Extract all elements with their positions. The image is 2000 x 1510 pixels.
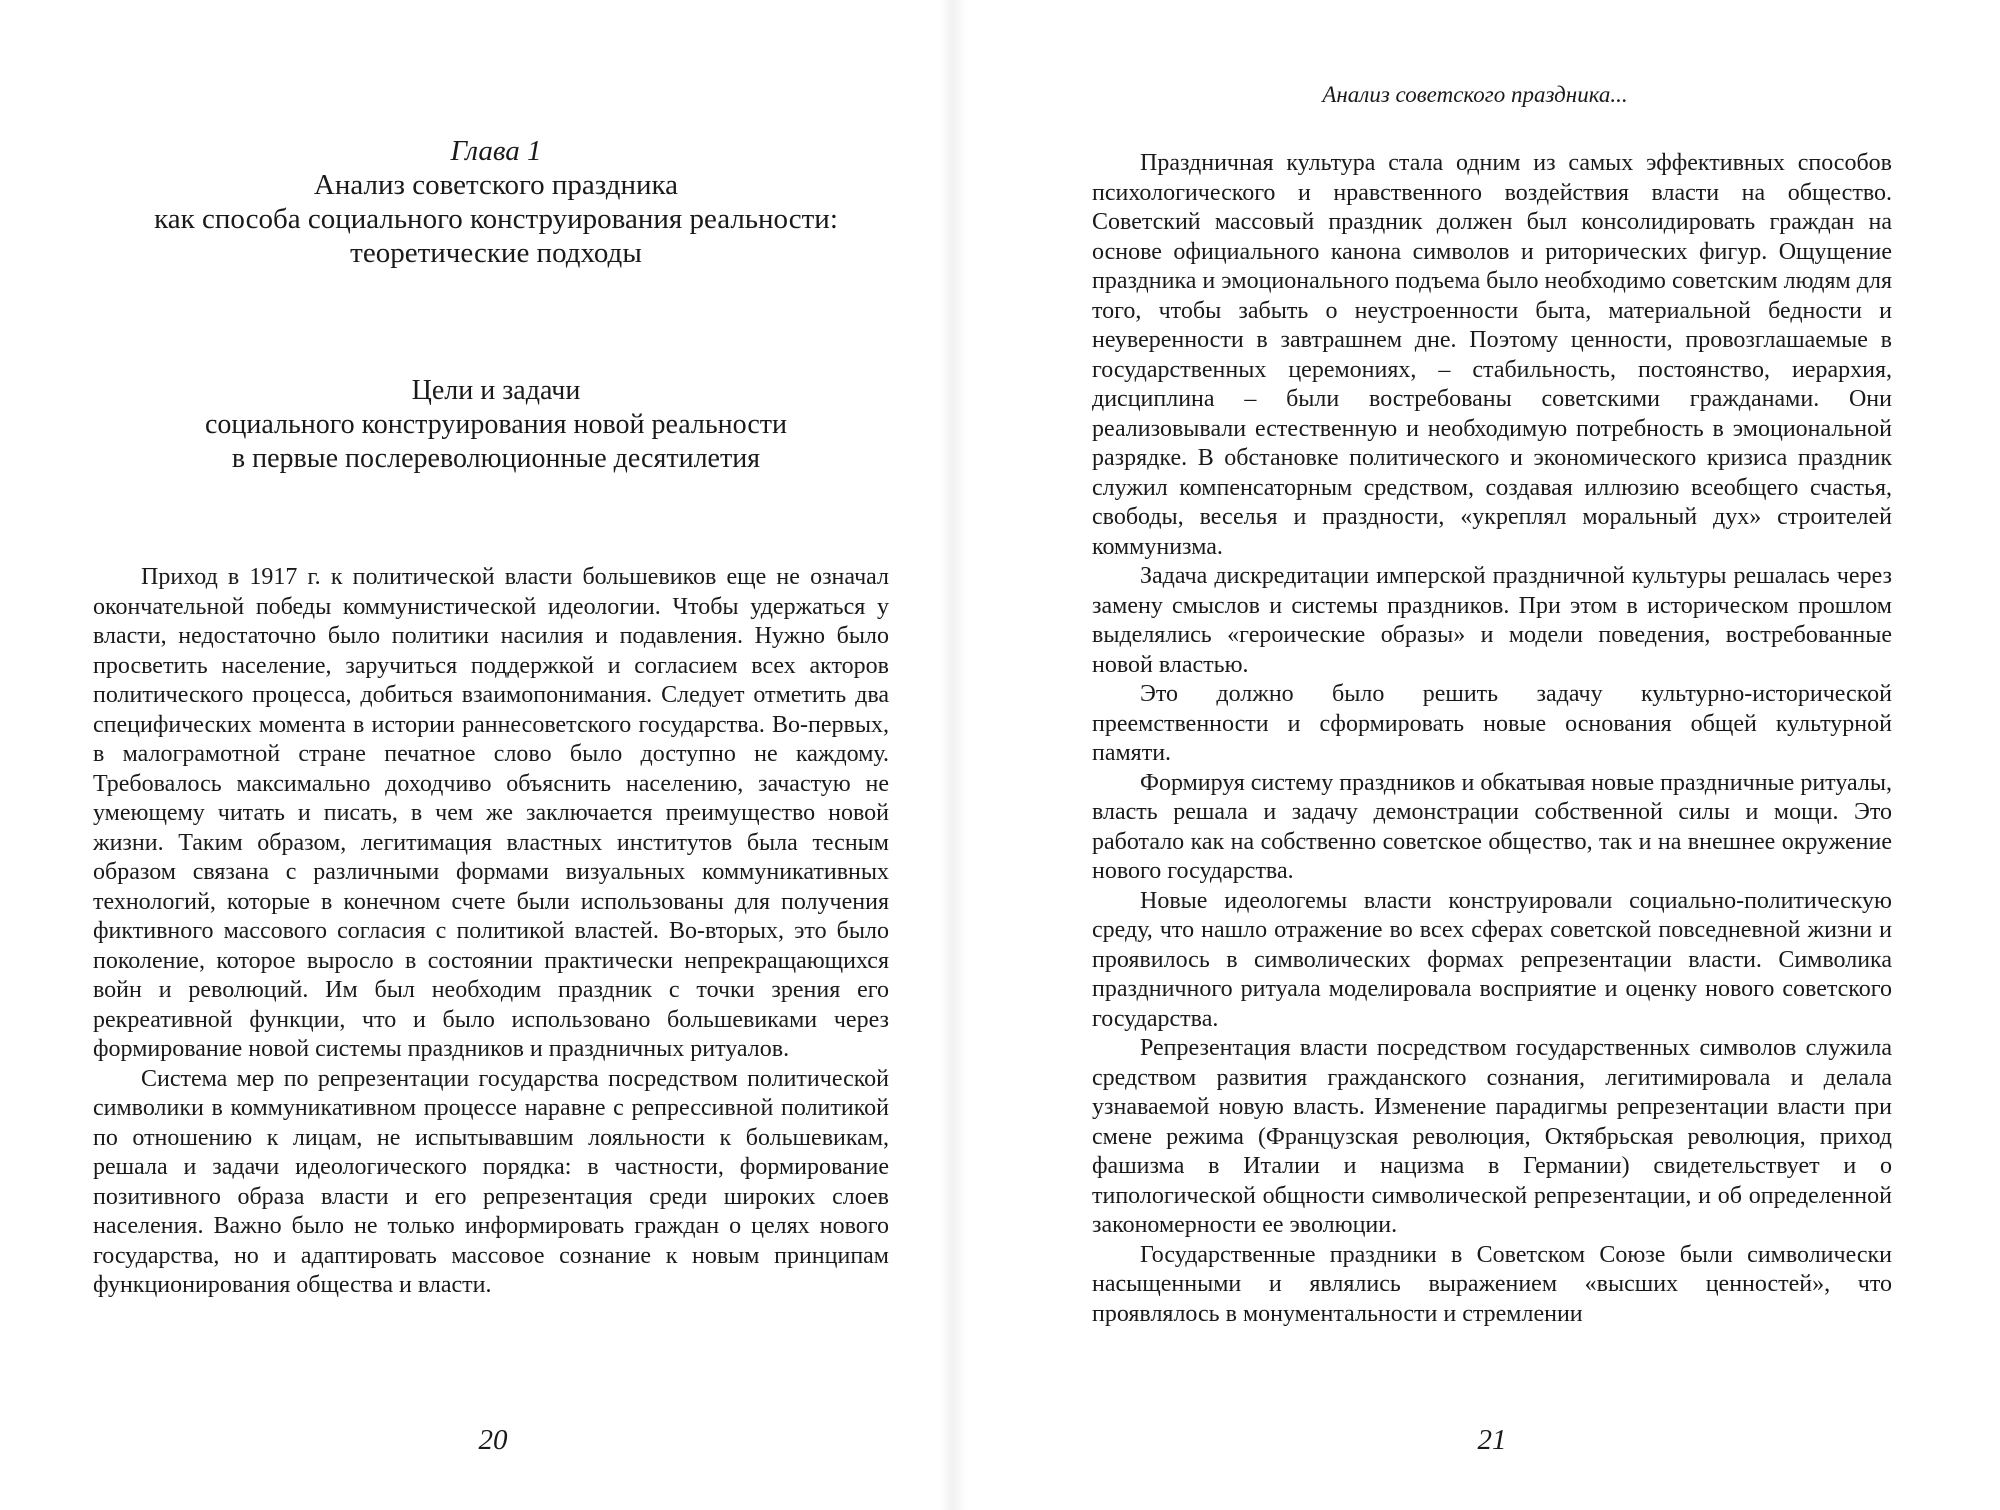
right-body-text [1092, 149, 1892, 1329]
paragraph: Система мер по репрезентации государства посредством политической символики в коммуникативном процессе наравне с репрессивной политикой по отношению к лицам, не испытывавшим лояльности к большевикам, решала и задачи идеологического порядка: в частности, формирование позитивного образа власти и его репрезентация среди широких слоев населения. Важно было не только информировать граждан о целях нового государства, но и адаптировать массовое сознание к новым принципам функционирования общества и власти. [93, 1065, 889, 1298]
running-head: Анализ советского праздника... [1322, 82, 1628, 107]
section-heading [96, 374, 896, 476]
chapter-heading [96, 134, 896, 270]
paragraph: Репрезентация власти посредством государственных символов служила средством развития гражданского сознания, легитимировала и делала узнаваемой новую власть. Изменение парадигмы репрезентации власти при смене режима (Французская революция, Октябрьская революция, приход фашизма в Италии и нацизма в Германии) свидетельствует и о типологической общности символической репрезентации, и об определенной закономерности ее эволюции. [1092, 1035, 1892, 1238]
chapter-title-line: Анализ советского праздника [313, 169, 679, 201]
paragraph: Приход в 1917 г. к политической власти большевиков еще не означал окончательной победы коммунистической идеологии. Чтобы удержаться у власти, недостаточно было политики насилия и подавления. Нужно было просветить население, заручиться поддержкой и согласием всех акторов политического процесса, добиться взаимопонимания. Следует отметить два специфических момента в истории раннесоветского государства. Во-первых, в малограмотной стране печатное слово было доступно не каждому. Требовалось максимально доходчиво объяснить населению, зачастую не умеющему читать и писать, в чем же заключается преимущество новой жизни. Таким образом, легитимация властных институтов была тесным образом связана с различными формами визуальных коммуникативных технологий, которые в конечном счете были использованы для получения фиктивного массового согласия с политикой властей. Во-вторых, это было поколение, которое выросло в состоянии практически непрекращающихся войн и революций. Им был необходим праздник с точки зрения его рекреативной функции, что и было использовано большевиками через формирование новой системы праздников и праздничных ритуалов. [93, 564, 889, 1062]
left-page [0, 0, 955, 1510]
paragraph: Государственные праздники в Советском Союзе были символически насыщенными и являлись выражением «высших ценностей», что проявлялось в монументальности и стремлении [1092, 1241, 1892, 1327]
chapter-title-line: теоретические подходы [350, 237, 642, 269]
page-number: 21 [1477, 1424, 1507, 1456]
chapter-title-line: как способа социального конструирования реальности: [154, 203, 838, 235]
paragraph: Это должно было решить задачу культурно-исторической преемственности и сформировать новые основания общей культурной памяти. [1092, 681, 1892, 766]
paragraph: Новые идеологемы власти конструировали социально-политическую среду, что нашло отражение во всех сферах советской повседневной жизни и проявилось в символических формах репрезентации власти. Символика праздничного ритуала моделировала восприятие и оценку нового советского государства. [1092, 887, 1892, 1032]
paragraph: Формируя систему праздников и обкатывая новые праздничные ритуалы, власть решала и задачу демонстрации собственной силы и мощи. Это работало как на собственно советское общество, так и на внешнее окружение нового государства. [1092, 769, 1892, 884]
chapter-label: Глава 1 [450, 135, 542, 167]
section-title-line: в первые послереволюционные десятилетия [231, 443, 761, 474]
section-title-line: Цели и задачи [411, 375, 581, 406]
left-body-text [93, 563, 889, 1301]
page-number: 20 [478, 1424, 508, 1456]
paragraph: Праздничная культура стала одним из самых эффективных способов психологического и нравственного воздействия власти на общество. Советский массовый праздник должен был консолидировать граждан на основе официального канона символов и риторических фигур. Ощущение праздника и эмоционального подъема было необходимо советским людям для того, чтобы забыть о неустроенности быта, материальной бедности и неуверенности в завтрашнем дне. Поэтому ценности, провозглашаемые в государственных церемониях, – стабильность, постоянство, иерархия, дисциплина – были востребованы советскими гражданами. Они реализовывали естественную и необходимую потребность в эмоциональной разрядке. В обстановке политического и экономического кризиса праздник служил компенсаторным средством, создавая иллюзию всеобщего счастья, свободы, веселья и праздности, «укреплял моральный дух» строителей коммунизма. [1092, 150, 1892, 560]
paragraph: Задача дискредитации имперской праздничной культуры решалась через замену смыслов и системы праздников. При этом в историческом прошлом выделялись «героические образы» и модели поведения, востребованные новой властью. [1092, 563, 1892, 678]
right-page [955, 0, 2000, 1510]
section-title-line: социального конструирования новой реальности [204, 409, 787, 440]
